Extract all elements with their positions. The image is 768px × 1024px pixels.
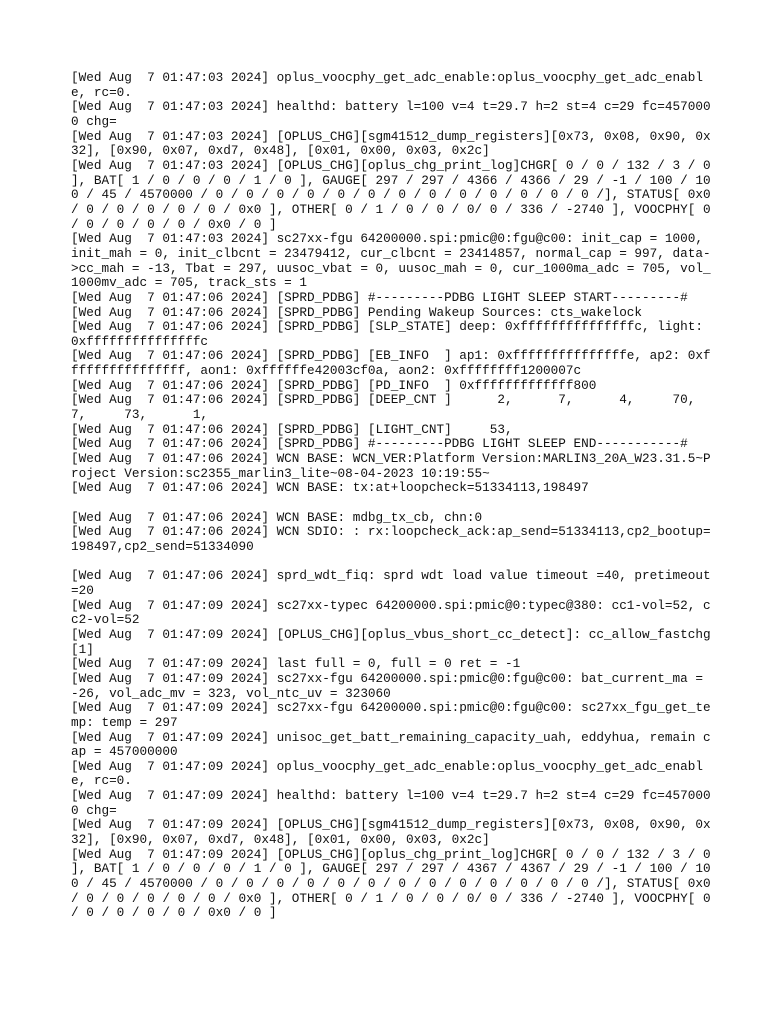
log-line [71, 496, 711, 511]
log-line: [Wed Aug 7 01:47:09 2024] [OPLUS_CHG][sgm41512_dump_registers][0x73, 0x08, 0x90, 0x32], [0x90, 0x07, 0xd7, 0x48], [0x01, 0x00, 0x03, 0x2c] [71, 817, 711, 848]
log-line: [Wed Aug 7 01:47:03 2024] [OPLUS_CHG][sgm41512_dump_registers][0x73, 0x08, 0x90, 0x32], [0x90, 0x07, 0xd7, 0x48], [0x01, 0x00, 0x03, 0x2c] [71, 128, 711, 159]
log-line: [Wed Aug 7 01:47:09 2024] sc27xx-fgu 64200000.spi:pmic@0:fgu@c00: sc27xx_fgu_get_temp: temp = 297 [71, 700, 711, 730]
log-line: [Wed Aug 7 01:47:06 2024] [SPRD_PDBG] [DEEP_CNT ] 2, 7, 4, 70, 7, 73, 1, [71, 392, 742, 423]
log-line: [Wed Aug 7 01:47:06 2024] [SPRD_PDBG] [LIGHT_CNT] 53, [71, 421, 513, 437]
log-line: [Wed Aug 7 01:47:06 2024] [SPRD_PDBG] Pending Wakeup Sources: cts_wakelock [71, 304, 643, 320]
log-line: [Wed Aug 7 01:47:06 2024] sprd_wdt_fiq: sprd wdt load value timeout =40, pretimeout =20 [71, 568, 719, 598]
log-line: [Wed Aug 7 01:47:03 2024] sc27xx-fgu 64200000.spi:pmic@0:fgu@c00: init_cap = 1000, init_mah = 0, init_clbcnt = 23479412, cur_clbcnt = 23414857, normal_cap = 997, data->cc_mah = -13, Tbat = 297, uusoc_vbat = 0, uusoc_mah = 0, cur_1000ma_adc = 705, vol_1000mv_adc = 705, track_sts = 1 [71, 231, 711, 291]
log-line: [Wed Aug 7 01:47:06 2024] [SPRD_PDBG] #---------PDBG LIGHT SLEEP START---------# [71, 289, 688, 305]
log-line: [Wed Aug 7 01:47:06 2024] [SPRD_PDBG] #---------PDBG LIGHT SLEEP END-----------# [71, 436, 688, 452]
log-line: [Wed Aug 7 01:47:09 2024] sc27xx-fgu 64200000.spi:pmic@0:fgu@c00: bat_current_ma = -26, vol_adc_mv = 323, vol_ntc_uv = 323060 [71, 670, 711, 701]
log-line: [Wed Aug 7 01:47:06 2024] WCN BASE: WCN_VER:Platform Version:MARLIN3_20A_W23.31.5~Project Version:sc2355_marlin3_lite~08-04-2023 10:19:55~ [71, 451, 711, 481]
log-line: [Wed Aug 7 01:47:09 2024] last full = 0, full = 0 ret = -1 [71, 656, 521, 672]
log-line: [Wed Aug 7 01:47:06 2024] [SPRD_PDBG] [PD_INFO ] 0xfffffffffffff800 [71, 377, 597, 393]
log-line: [Wed Aug 7 01:47:06 2024] [SPRD_PDBG] [SLP_STATE] deep: 0xfffffffffffffffc, light: 0xfffffffffffffffc [71, 319, 711, 349]
log-line [71, 555, 711, 570]
log-line: [Wed Aug 7 01:47:06 2024] [SPRD_PDBG] [EB_INFO ] ap1: 0xfffffffffffffffe, ap2: 0xffffffffffffffff, aon1: 0xffffffe42003cf0a, aon2: 0xffffffff1200007c [71, 348, 711, 379]
log-line: [Wed Aug 7 01:47:09 2024] [OPLUS_CHG][oplus_chg_print_log]CHGR[ 0 / 0 / 132 / 3 / 0 ], BAT[ 1 / 0 / 0 / 0 / 1 / 0 ], GAUGE[ 297 / 297 / 4367 / 4367 / 29 / -1 / 100 / 100 / 45 / 4570000 / 0 / 0 / 0 / 0 / 0 / 0 / 0 / 0 / 0 / 0 / 0 / 0 / 0 /], STATUS[ 0x0 / 0 / 0 / 0 / 0 / 0 / 0x0 ], OTHER[ 0 / 1 / 0 / 0 / 0/ 0 / 336 / -2740 ], VOOCPHY[ 0 / 0 / 0 / 0 / 0 / 0x0 / 0 ] [71, 846, 719, 921]
log-line: [Wed Aug 7 01:47:03 2024] [OPLUS_CHG][oplus_chg_print_log]CHGR[ 0 / 0 / 132 / 3 / 0 ], BAT[ 1 / 0 / 0 / 0 / 1 / 0 ], GAUGE[ 297 / 297 / 4366 / 4366 / 29 / -1 / 100 / 100 / 45 / 4570000 / 0 / 0 / 0 / 0 / 0 / 0 / 0 / 0 / 0 / 0 / 0 / 0 / 0 /], STATUS[ 0x0 / 0 / 0 / 0 / 0 / 0 / 0x0 ], OTHER[ 0 / 1 / 0 / 0 / 0/ 0 / 336 / -2740 ], VOOCPHY[ 0 / 0 / 0 / 0 / 0 / 0x0 / 0 ] [71, 157, 719, 232]
log-line: [Wed Aug 7 01:47:09 2024] sc27xx-typec 64200000.spi:pmic@0:typec@380: cc1-vol=52, cc2-vol=52 [71, 597, 711, 628]
log-page [71, 70, 742, 921]
log-line: [Wed Aug 7 01:47:06 2024] WCN BASE: mdbg_tx_cb, chn:0 [71, 509, 483, 525]
log-line: [Wed Aug 7 01:47:06 2024] WCN BASE: tx:at+loopcheck=51334113,198497 [71, 480, 589, 496]
log-line: [Wed Aug 7 01:47:09 2024] oplus_voocphy_get_adc_enable:oplus_voocphy_get_adc_enable, rc=0. [71, 758, 703, 789]
log-line: [Wed Aug 7 01:47:03 2024] healthd: battery l=100 v=4 t=29.7 h=2 st=4 c=29 fc=4570000 chg= [71, 99, 711, 129]
log-line: [Wed Aug 7 01:47:09 2024] unisoc_get_batt_remaining_capacity_uah, eddyhua, remain cap = 457000000 [71, 729, 711, 760]
log-line: [Wed Aug 7 01:47:09 2024] healthd: battery l=100 v=4 t=29.7 h=2 st=4 c=29 fc=4570000 chg= [71, 788, 711, 818]
log-line: [Wed Aug 7 01:47:03 2024] oplus_voocphy_get_adc_enable:oplus_voocphy_get_adc_enable, rc=0. [71, 70, 703, 100]
log-line: [Wed Aug 7 01:47:06 2024] WCN SDIO: : rx:loopcheck_ack:ap_send=51334113,cp2_bootup=198497,cp2_send=51334090 [71, 524, 711, 554]
log-line: [Wed Aug 7 01:47:09 2024] [OPLUS_CHG][oplus_vbus_short_cc_detect]: cc_allow_fastchg [1] [71, 626, 719, 657]
